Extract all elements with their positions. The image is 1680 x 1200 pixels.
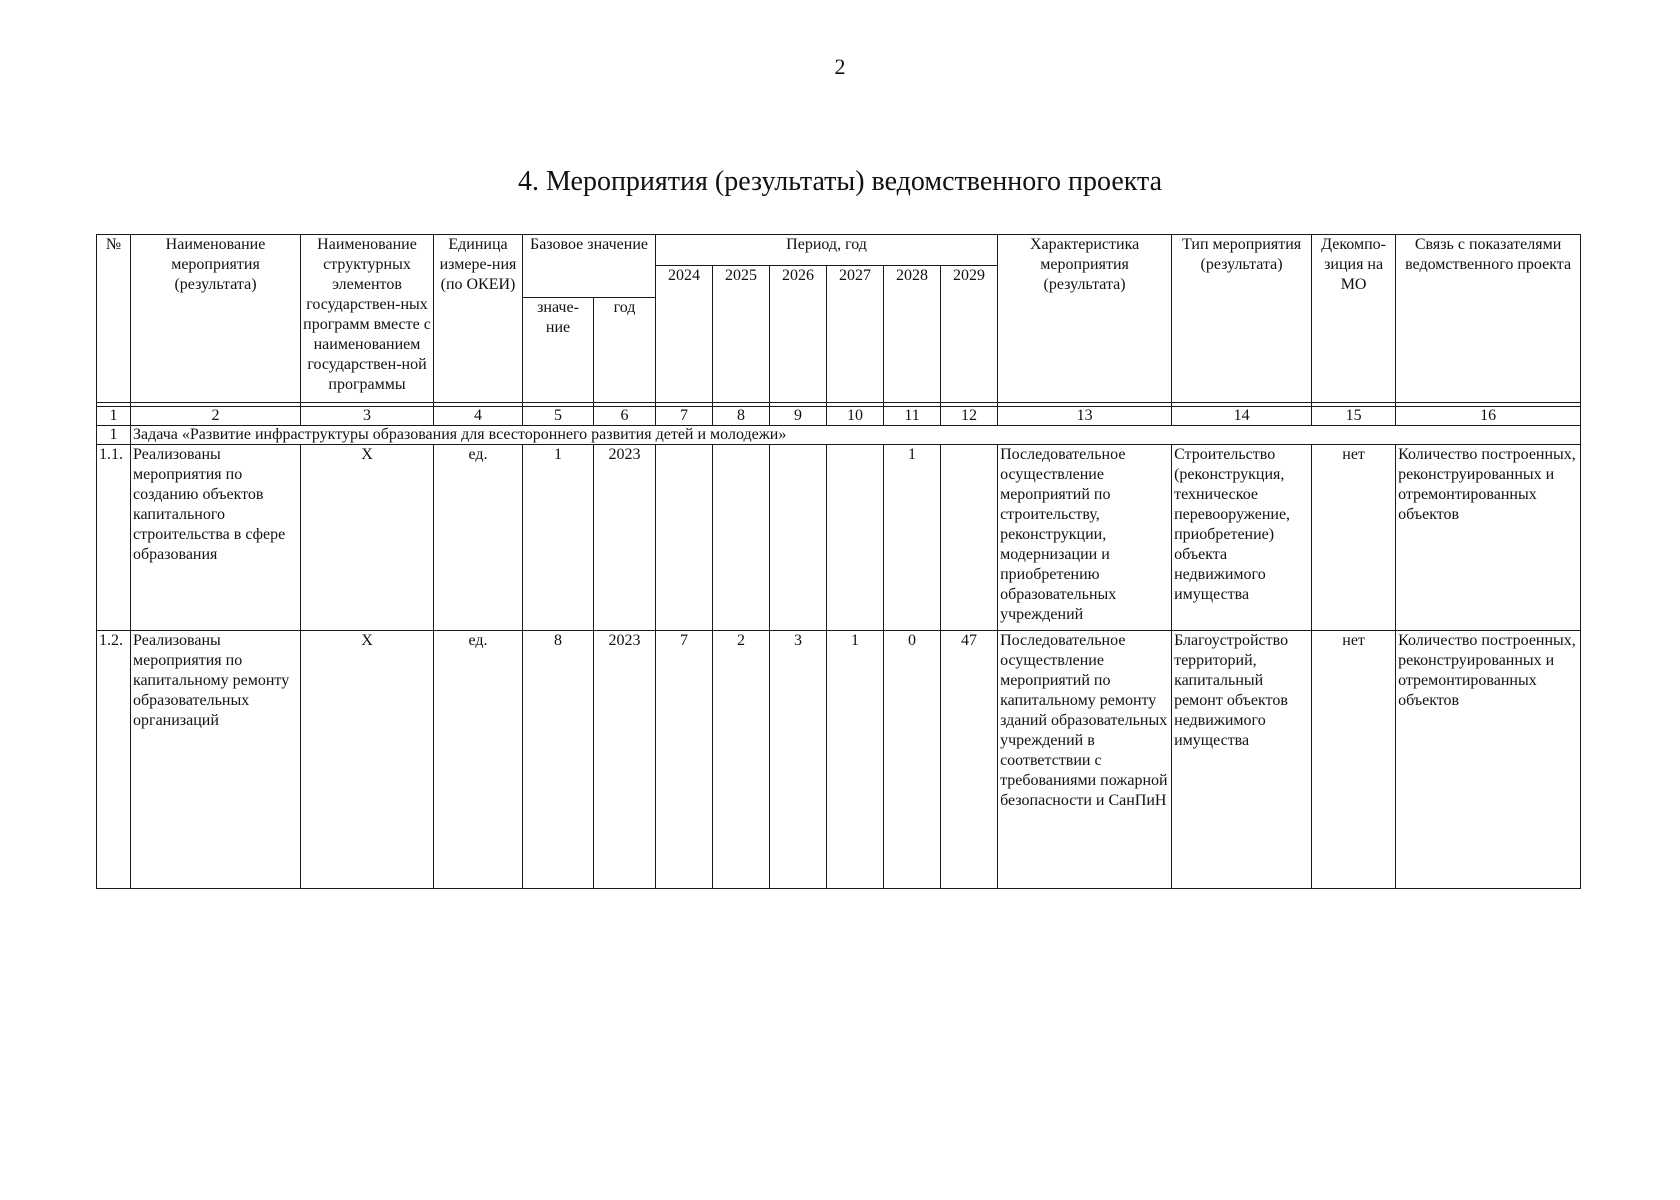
row-structural: X [301, 631, 434, 889]
row-number: 1.1. [97, 445, 131, 631]
header-name: Наименование мероприятия (результата) [131, 235, 301, 403]
column-number: 16 [1396, 407, 1581, 426]
row-link: Количество построенных, реконструированных и отремонтированных объектов [1396, 631, 1581, 889]
row-value-2025: 2 [713, 631, 770, 889]
header-year-2027: 2027 [827, 266, 884, 403]
header-base-year-sub: год [594, 298, 656, 403]
header-structural-elements: Наименование структурных элементов государствен-ных программ вместе с наименованием государствен-ной программы [301, 235, 434, 403]
header-year-2025: 2025 [713, 266, 770, 403]
row-characteristic: Последовательное осуществление мероприятий по капитальному ремонту зданий образовательных учреждений в соответствии с требованиями пожарной безопасности и СанПиН [998, 631, 1172, 889]
row-value-2029 [941, 445, 998, 631]
column-number: 5 [523, 407, 594, 426]
results-table [96, 234, 1581, 889]
task-number: 1 [97, 426, 131, 445]
column-number: 10 [827, 407, 884, 426]
column-number: 4 [434, 407, 523, 426]
row-characteristic: Последовательное осуществление мероприятий по строительству, реконструкции, модернизации и приобретению образовательных учреждений [998, 445, 1172, 631]
row-value-2025 [713, 445, 770, 631]
header-unit: Единица измере-ния (по ОКЕИ) [434, 235, 523, 403]
header-link: Связь с показателями ведомственного проекта [1396, 235, 1581, 403]
row-value-2027 [827, 445, 884, 631]
row-unit: ед. [434, 445, 523, 631]
column-number: 14 [1172, 407, 1312, 426]
header-number: № [97, 235, 131, 403]
header-year-2029: 2029 [941, 266, 998, 403]
row-base-year: 2023 [594, 445, 656, 631]
row-name: Реализованы мероприятия по капитальному ремонту образовательных организаций [131, 631, 301, 889]
row-decomposition: нет [1312, 631, 1396, 889]
row-name: Реализованы мероприятия по созданию объектов капитального строительства в сфере образования [131, 445, 301, 631]
row-value-2026 [770, 445, 827, 631]
row-link: Количество построенных, реконструированных и отремонтированных объектов [1396, 445, 1581, 631]
column-number: 6 [594, 407, 656, 426]
header-decomposition: Декомпо-зиция на МО [1312, 235, 1396, 403]
header-type: Тип мероприятия (результата) [1172, 235, 1312, 403]
column-number: 9 [770, 407, 827, 426]
row-value-2028: 1 [884, 445, 941, 631]
row-value-2024: 7 [656, 631, 713, 889]
row-number: 1.2. [97, 631, 131, 889]
section-title: 4. Мероприятия (результаты) ведомственного проекта [517, 166, 1162, 197]
row-decomposition: нет [1312, 445, 1396, 631]
row-structural: X [301, 445, 434, 631]
column-number: 13 [998, 407, 1172, 426]
column-number: 15 [1312, 407, 1396, 426]
column-number: 7 [656, 407, 713, 426]
header-base-value: Базовое значение [523, 235, 656, 298]
row-value-2027: 1 [827, 631, 884, 889]
table-row [97, 631, 1581, 889]
task-row [97, 426, 1581, 445]
page-number: 2 [834, 54, 846, 79]
column-number: 2 [131, 407, 301, 426]
column-number: 12 [941, 407, 998, 426]
row-value-2029: 47 [941, 631, 998, 889]
table-row [97, 445, 1581, 631]
header-year-2028: 2028 [884, 266, 941, 403]
header-year-2024: 2024 [656, 266, 713, 403]
row-base-value: 8 [523, 631, 594, 889]
column-number: 3 [301, 407, 434, 426]
header-row [97, 235, 1581, 266]
column-number: 11 [884, 407, 941, 426]
header-year-2026: 2026 [770, 266, 827, 403]
row-value-2024 [656, 445, 713, 631]
header-characteristic: Характеристика мероприятия (результата) [998, 235, 1172, 403]
row-base-value: 1 [523, 445, 594, 631]
row-value-2028: 0 [884, 631, 941, 889]
header-period: Период, год [656, 235, 998, 266]
row-type: Благоустройство территорий, капитальный ремонт объектов недвижимого имущества [1172, 631, 1312, 889]
header-base-value-sub: значе-ние [523, 298, 594, 403]
column-number: 1 [97, 407, 131, 426]
column-numbers-row [97, 407, 1581, 426]
task-text: Задача «Развитие инфраструктуры образования для всестороннего развития детей и молодежи» [131, 426, 1581, 445]
column-number: 8 [713, 407, 770, 426]
row-base-year: 2023 [594, 631, 656, 889]
row-unit: ед. [434, 631, 523, 889]
row-value-2026: 3 [770, 631, 827, 889]
row-type: Строительство (реконструкция, техническое перевооружение, приобретение) объекта недвижимого имущества [1172, 445, 1312, 631]
